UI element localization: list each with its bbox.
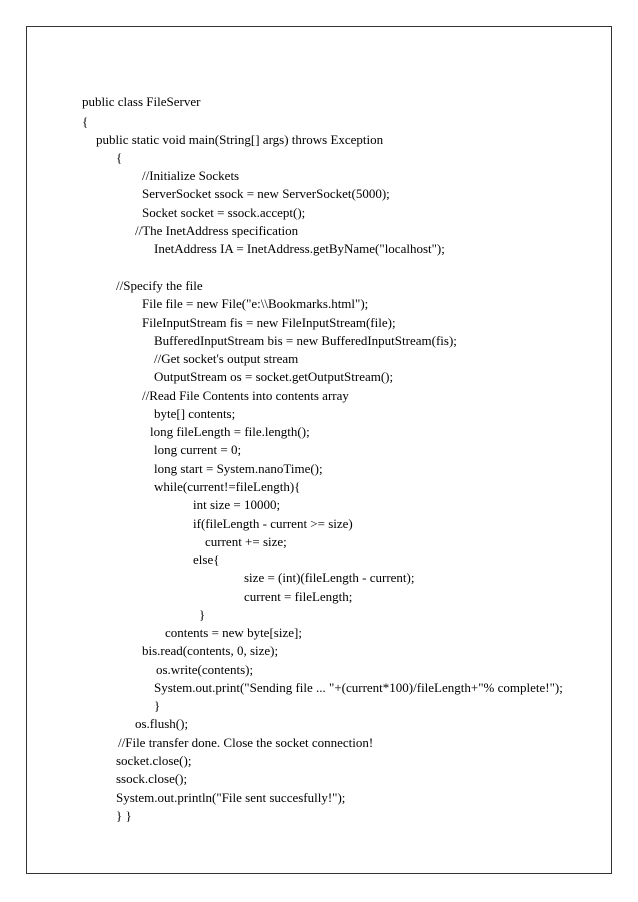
code-line: { xyxy=(82,114,89,129)
code-line: //The InetAddress specification xyxy=(135,223,299,238)
code-line: current = fileLength; xyxy=(244,589,353,604)
code-line: public static void main(String[] args) throws Exception xyxy=(96,132,384,147)
code-line: System.out.println("File sent succesfully!"); xyxy=(116,790,346,805)
code-line: InetAddress IA = InetAddress.getByName("localhost"); xyxy=(154,241,445,256)
code-line: public class FileServer xyxy=(82,94,201,109)
code-line: socket.close(); xyxy=(116,753,192,768)
code-line: } xyxy=(199,607,206,622)
code-line: int size = 10000; xyxy=(193,497,281,512)
code-line: BufferedInputStream bis = new BufferedInputStream(fis); xyxy=(154,333,457,348)
code-line: } xyxy=(154,698,161,713)
code-line: byte[] contents; xyxy=(154,406,236,421)
code-line: File file = new File("e:\\Bookmarks.html"); xyxy=(142,296,369,311)
code-line: long current = 0; xyxy=(154,442,242,457)
code-line: OutputStream os = socket.getOutputStream(); xyxy=(154,369,394,384)
code-line: if(fileLength - current >= size) xyxy=(193,516,353,531)
code-line: //Initialize Sockets xyxy=(142,168,240,183)
code-line: { xyxy=(116,150,123,165)
code-line: long fileLength = file.length(); xyxy=(150,424,310,439)
code-line: else{ xyxy=(193,552,220,567)
code-line: contents = new byte[size]; xyxy=(165,625,302,640)
code-line: os.write(contents); xyxy=(156,662,254,677)
code-line: System.out.print("Sending file ... "+(current*100)/fileLength+"% complete!"); xyxy=(154,680,563,695)
code-line: long start = System.nanoTime(); xyxy=(154,461,323,476)
code-line: //Read File Contents into contents array xyxy=(142,388,349,403)
code-line: //File transfer done. Close the socket connection! xyxy=(118,735,374,750)
code-line: Socket socket = ssock.accept(); xyxy=(142,205,306,220)
code-line: size = (int)(fileLength - current); xyxy=(244,570,415,585)
code-line: //Get socket's output stream xyxy=(154,351,299,366)
code-line: ssock.close(); xyxy=(116,771,188,786)
code-line: while(current!=fileLength){ xyxy=(154,479,301,494)
code-line: current += size; xyxy=(205,534,287,549)
code-line: //Specify the file xyxy=(116,278,203,293)
code-line: os.flush(); xyxy=(135,716,189,731)
code-line: bis.read(contents, 0, size); xyxy=(142,643,279,658)
code-line: } } xyxy=(116,808,132,823)
code-line: FileInputStream fis = new FileInputStream(file); xyxy=(142,315,396,330)
code-line: ServerSocket ssock = new ServerSocket(5000); xyxy=(142,186,390,201)
